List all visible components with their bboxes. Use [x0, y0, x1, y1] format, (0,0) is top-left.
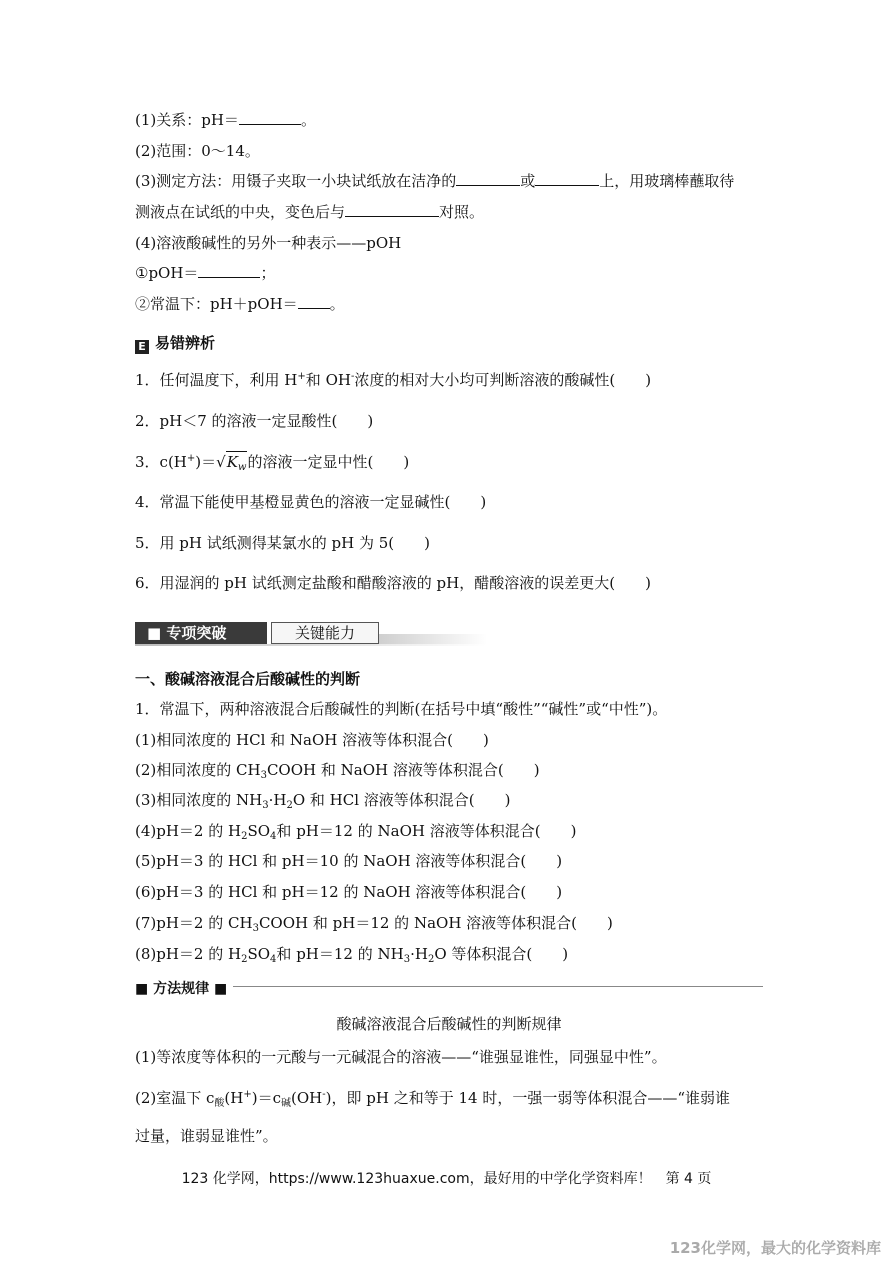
q4-text: 4．常温下能使甲基橙显黄色的溶液一定显碱性( )	[135, 493, 487, 511]
sub-3: 3	[403, 954, 411, 965]
rule2-d: (OH	[291, 1089, 323, 1107]
q2-text: 2．pH＜7 的溶液一定显酸性( )	[135, 412, 374, 430]
rule-3	[135, 1126, 278, 1146]
poh-text: (4)溶液酸碱性的另外一种表示——pOH	[135, 234, 402, 252]
rule2-c: )＝c	[251, 1089, 282, 1107]
banner-left: ■ 专项突破	[135, 622, 267, 644]
item5-text: (5)pH＝3 的 HCl 和 pH＝10 的 NaOH 溶液等体积混合( )	[135, 852, 563, 870]
base-sub: 碱	[281, 1098, 292, 1109]
sub-2: 2	[241, 831, 248, 842]
mix-item-4	[135, 821, 576, 847]
error-q3	[135, 451, 409, 478]
sqrt-icon: √	[216, 453, 226, 471]
item8-c: 和 pH＝12 的 NH	[276, 945, 404, 963]
method-text-b: 或	[520, 172, 536, 190]
method-text-e: 对照。	[439, 203, 485, 221]
item3-a: (3)相同浓度的 NH	[135, 791, 263, 809]
ph-sum-end: 。	[329, 295, 345, 313]
item3-c: O 和 HCl 溶液等体积混合( )	[292, 791, 511, 809]
rule-2	[135, 1088, 730, 1114]
easy-error-title: 易错辨析	[155, 334, 216, 352]
mix-item-2	[135, 760, 540, 786]
poh-formula-end: ；	[260, 264, 276, 282]
answer-blank[interactable]	[535, 171, 599, 186]
banner-underline	[135, 644, 487, 646]
answer-blank[interactable]	[239, 110, 301, 125]
method-text-d: 测液点在试纸的中央，变色后与	[135, 203, 346, 221]
error-q4	[135, 492, 486, 512]
item7-a: (7)pH＝2 的 CH	[135, 914, 253, 932]
sub-2: 2	[427, 954, 435, 965]
item8-d: ·H	[410, 945, 428, 963]
error-icon: E	[135, 340, 149, 354]
mix-item-7	[135, 913, 613, 939]
q1-text-a: 1．任何温度下，利用 H	[135, 371, 298, 389]
method-center-title: 酸碱溶液混合后酸碱性的判断规律	[336, 1015, 562, 1033]
rule-1	[135, 1047, 667, 1067]
rule3-text: 过量，谁弱显谁性”。	[135, 1127, 278, 1145]
minus-sup: -	[350, 371, 355, 382]
q6-text: 6．用湿润的 pH 试纸测定盐酸和醋酸溶液的 pH，醋酸溶液的误差更大( )	[135, 574, 651, 592]
relation-text: (1)关系：pH＝	[135, 111, 239, 129]
poh-formula-line	[135, 263, 275, 283]
error-q1	[135, 370, 651, 390]
item6-text: (6)pH＝3 的 HCl 和 pH＝12 的 NaOH 溶液等体积混合( )	[135, 883, 563, 901]
q1-text-b: 和 OH	[305, 371, 351, 389]
kw-radicand	[226, 451, 248, 478]
poh-formula-text: ①pOH＝	[135, 264, 199, 282]
sub-3: 3	[262, 800, 269, 811]
item3-b: ·H	[268, 791, 287, 809]
ph-sum-line	[135, 294, 345, 314]
item4-c: 和 pH＝12 的 NaOH 溶液等体积混合( )	[276, 822, 577, 840]
poh-line	[135, 233, 401, 253]
method-text-a: (3)测定方法：用镊子夹取一小块试纸放在洁净的	[135, 172, 457, 190]
item2-b: COOH 和 NaOH 溶液等体积混合( )	[266, 761, 540, 779]
lead-text: 1．常温下，两种溶液混合后酸碱性的判断(在括号中填“酸性”“碱性”或“中性”)。	[135, 700, 668, 718]
item4-a: (4)pH＝2 的 H	[135, 822, 242, 840]
answer-blank[interactable]	[198, 263, 260, 278]
site-watermark: 123化学网，最大的化学资料库	[669, 1239, 881, 1257]
sub-3: 3	[252, 923, 259, 934]
section1-lead	[135, 699, 667, 719]
method-rule-bar	[135, 978, 763, 996]
method-line-2	[135, 202, 484, 222]
banner-right: 关键能力	[271, 622, 379, 644]
rule2-e: )，即 pH 之和等于 14 时，一强一弱等体积混合——“谁弱谁	[325, 1089, 731, 1107]
relation-end: 。	[300, 111, 316, 129]
range-line	[135, 141, 260, 161]
relation-line	[135, 110, 316, 130]
mix-item-1	[135, 730, 489, 750]
sub-4: 4	[270, 831, 277, 842]
item8-e: O 等体积混合( )	[434, 945, 569, 963]
mix-item-8	[135, 944, 568, 970]
minus-sup: -	[322, 1089, 326, 1100]
rule2-a: (2)室温下 c	[135, 1089, 215, 1107]
q3-text-b: )＝	[195, 453, 217, 471]
section-banner	[135, 620, 487, 646]
rule2-b: (H	[224, 1089, 244, 1107]
method-line-1	[135, 171, 734, 191]
acid-sub: 酸	[214, 1098, 225, 1109]
error-q6	[135, 573, 651, 593]
answer-blank[interactable]	[345, 202, 439, 217]
method-text-c: 上，用玻璃棒蘸取待	[599, 172, 735, 190]
q3-text-a: 3．c(H	[135, 453, 187, 471]
q1-text-c: 浓度的相对大小均可判断溶液的酸碱性( )	[354, 371, 652, 389]
easy-error-header	[135, 332, 215, 354]
item4-b: SO	[247, 822, 271, 840]
q5-text: 5．用 pH 试纸测得某氯水的 pH 为 5( )	[135, 534, 430, 552]
rule1-text: (1)等浓度等体积的一元酸与一元碱混合的溶液——“谁强显谁性，同强显中性”。	[135, 1048, 667, 1066]
kw-k: K	[226, 453, 238, 471]
page-footer: 123 化学网，https://www.123huaxue.com，最好用的中学化学资料库！ 第 4 页	[181, 1171, 712, 1187]
kw-w: w	[237, 462, 247, 473]
item7-b: COOH 和 pH＝12 的 NaOH 溶液等体积混合( )	[258, 914, 613, 932]
q3-text-c: 的溶液一定显中性( )	[247, 453, 410, 471]
mix-item-5	[135, 851, 562, 871]
method-label: ■ 方法规律 ■	[135, 978, 233, 998]
error-q2	[135, 411, 373, 431]
item2-a: (2)相同浓度的 CH	[135, 761, 261, 779]
range-text: (2)范围：0～14。	[135, 142, 260, 160]
banner-fade	[379, 634, 487, 644]
plus-sup: +	[243, 1089, 252, 1100]
sub-2: 2	[241, 954, 248, 965]
error-q5	[135, 533, 430, 553]
mix-item-3	[135, 790, 511, 816]
answer-blank[interactable]	[298, 294, 330, 309]
sub-4: 4	[270, 954, 277, 965]
ph-sum-text: ②常温下：pH＋pOH＝	[135, 295, 298, 313]
item8-b: SO	[247, 945, 271, 963]
section1-title: 一、酸碱溶液混合后酸碱性的判断	[135, 670, 361, 688]
plus-sup: +	[186, 453, 196, 464]
item8-a: (8)pH＝2 的 H	[135, 945, 242, 963]
sub-3: 3	[260, 770, 267, 781]
answer-blank[interactable]	[456, 171, 520, 186]
mix-item-6	[135, 882, 562, 902]
item1-text: (1)相同浓度的 HCl 和 NaOH 溶液等体积混合( )	[135, 731, 489, 749]
plus-sup: +	[297, 371, 306, 382]
sub-2: 2	[286, 800, 293, 811]
